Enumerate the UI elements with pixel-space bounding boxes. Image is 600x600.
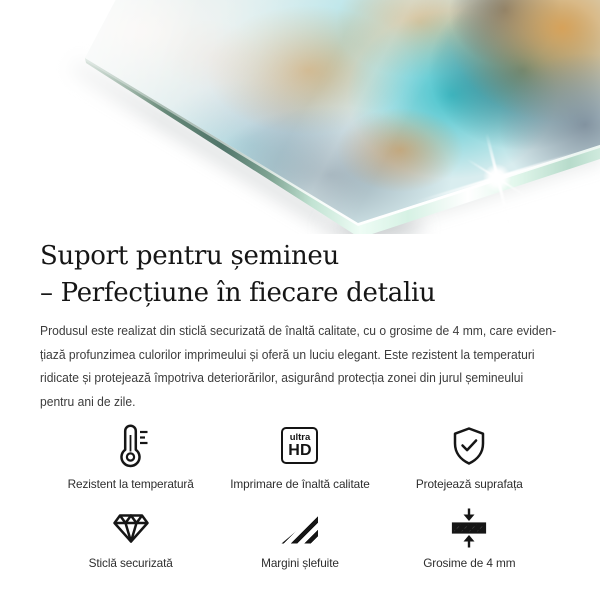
feature-label: Margini șlefuite — [261, 556, 339, 570]
feature-print-quality — [215, 422, 384, 491]
feature-label: Imprimare de înaltă calitate — [230, 477, 370, 491]
product-photo — [0, 0, 600, 234]
thermometer-icon — [111, 422, 151, 469]
page-title — [40, 238, 560, 312]
description-line: pentru ani de zile. — [40, 393, 136, 409]
features-grid — [46, 422, 554, 570]
description-line: Produsul este realizat din sticlă securizată de înaltă calitate, cu o grosime de 4 mm, care eviden- — [40, 323, 557, 338]
description-line: ridicate și protejează împotriva deteriorărilor, asigurând protecția zonei din jurul șemineului — [40, 370, 524, 385]
feature-protects-surface — [385, 422, 554, 491]
ultra-hd-icon-text: HD — [288, 442, 312, 459]
feature-tempered-glass — [46, 508, 215, 570]
thickness-icon — [449, 508, 489, 548]
description-line: țiază profunzimea culorilor imprimeului și oferă un luciu elegant. Este rezistent la temperaturi — [40, 346, 535, 362]
feature-label: Grosime de 4 mm — [423, 556, 516, 570]
white-fade-overlay — [0, 0, 600, 234]
diamond-icon — [112, 508, 150, 548]
polished-edges-icon — [281, 508, 318, 548]
sparkle-icon — [483, 164, 511, 192]
feature-label: Sticlă securizată — [88, 556, 173, 570]
product-description — [40, 319, 560, 413]
feature-label: Rezistent la temperatură — [67, 477, 194, 491]
feature-thickness — [385, 508, 554, 570]
feature-temperature — [46, 422, 215, 491]
feature-label: Protejează suprafața — [415, 477, 523, 491]
page-title-line1: Suport pentru șemineu — [40, 241, 339, 271]
ultra-hd-icon-text: ultra — [289, 432, 311, 443]
ultra-hd-icon — [281, 422, 318, 469]
feature-polished-edges — [215, 508, 384, 570]
shield-check-icon — [449, 422, 489, 469]
product-description-section — [0, 234, 600, 570]
page-title-line2: – Perfecțiune în fiecare detaliu — [40, 278, 436, 308]
